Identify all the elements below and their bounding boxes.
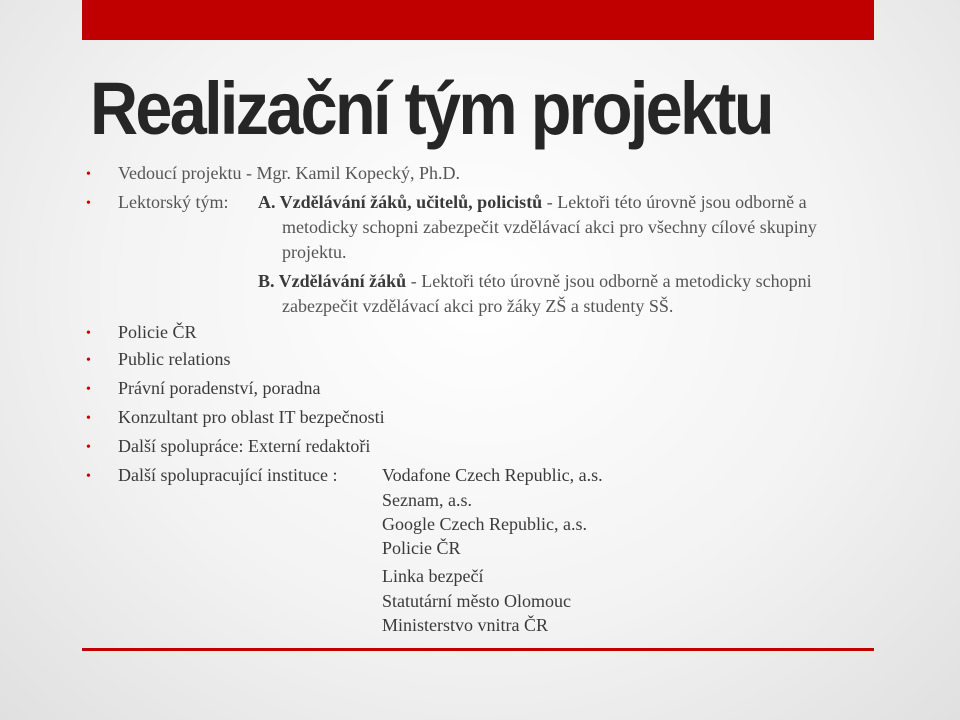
bottom-accent-line: [82, 648, 874, 651]
item-policie: Policie ČR: [118, 322, 197, 342]
institution-item: Google Czech Republic, a.s.: [382, 514, 587, 534]
institution-item: Vodafone Czech Republic, a.s.: [382, 465, 603, 485]
bullet-dot-icon: •: [86, 411, 91, 426]
bullet-dot-icon: •: [86, 469, 91, 484]
bullet-dot-icon: •: [86, 196, 91, 211]
institution-item: Ministerstvo vnitra ČR: [382, 615, 548, 635]
lektori-a-line: [258, 193, 807, 211]
lektori-a-text: - Lektoři této úrovně jsou odborně a: [546, 192, 807, 212]
lead-line: Vedoucí projektu - Mgr. Kamil Kopecký, Ph.D.: [118, 163, 460, 183]
bullet-dot-icon: •: [86, 382, 91, 397]
slide-title: Realizační tým projektu: [90, 67, 772, 150]
item-it-bezpecnost: Konzultant pro oblast IT bezpečnosti: [118, 407, 385, 427]
lektori-b-text: - Lektoři této úrovně jsou odborně a metodicky schopni: [410, 271, 812, 291]
bullet-dot-icon: •: [86, 440, 91, 455]
item-dalsi-spoluprace: Další spolupráce: Externí redaktoři: [118, 436, 371, 456]
lektori-a-text-2: metodicky schopni zabezpečit vzdělávací akci pro všechny cílové skupiny: [282, 217, 817, 237]
bullet-dot-icon: •: [86, 353, 91, 368]
top-accent-bar: [82, 0, 874, 40]
institution-item: Linka bezpečí: [382, 566, 484, 586]
institution-item: Seznam, a.s.: [382, 490, 472, 510]
item-public-relations: Public relations: [118, 349, 231, 369]
lektori-label: Lektorský tým:: [118, 192, 229, 212]
institution-item: Statutární město Olomouc: [382, 591, 571, 611]
bullet-dot-icon: •: [86, 326, 91, 341]
lektori-b-line: [258, 272, 812, 290]
institutions-label: Další spolupracující instituce :: [118, 465, 338, 485]
lektori-a-text-3: projektu.: [282, 242, 347, 262]
item-pravni-poradenstvi: Právní poradenství, poradna: [118, 378, 321, 398]
institution-item: Policie ČR: [382, 538, 461, 558]
lektori-a-head: A. Vzdělávání žáků, učitelů, policistů: [258, 192, 543, 212]
bullet-dot-icon: •: [86, 167, 91, 182]
lektori-b-head: B. Vzdělávání žáků: [258, 271, 407, 291]
lektori-b-text-2: zabezpečit vzdělávací akci pro žáky ZŠ a studenty SŠ.: [282, 296, 674, 316]
